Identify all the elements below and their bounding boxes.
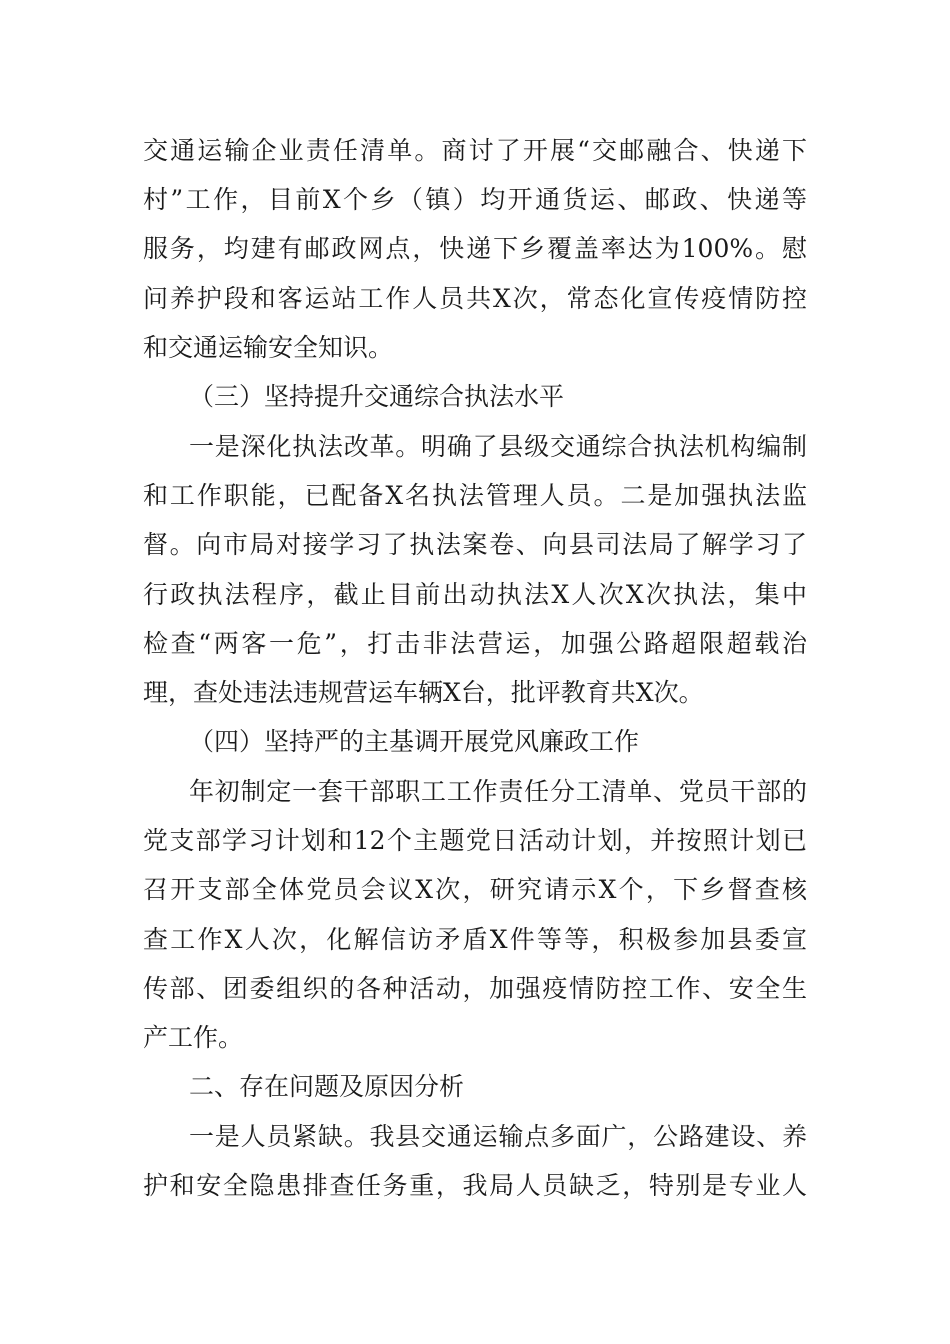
paragraph-line: 和工作职能，已配备X名执法管理人员。二是加强执法监	[143, 481, 807, 510]
paragraph-line: 召开支部全体党员会议X次，研究请示X个，下乡督查核	[143, 875, 807, 904]
paragraph-line: 检查“两客一危”，打击非法营运，加强公路超限超载治	[143, 629, 807, 658]
paragraph-line: 查工作X人次，化解信访矛盾X件等等，积极参加县委宣	[143, 925, 807, 954]
paragraph-line: 督。向市局对接学习了执法案卷、向县司法局了解学习了	[143, 530, 807, 559]
paragraph-line: 党支部学习计划和12个主题党日活动计划，并按照计划已	[143, 826, 807, 855]
paragraph-line: 和交通运输安全知识。	[143, 333, 394, 362]
paragraph-line: 一是人员紧缺。我县交通运输点多面广，公路建设、养	[189, 1122, 807, 1151]
paragraph-line: 理，查处违法违规营运车辆X台，批评教育共X次。	[143, 678, 704, 707]
paragraph-line: 村”工作，目前X个乡（镇）均开通货运、邮政、快递等	[143, 185, 807, 214]
section-heading: （三）坚持提升交通综合执法水平	[189, 382, 565, 411]
section-heading: 二、存在问题及原因分析	[189, 1072, 465, 1101]
paragraph-line: 交通运输企业责任清单。商讨了开展“交邮融合、快递下	[143, 136, 807, 165]
paragraph-line: 护和安全隐患排查任务重，我局人员缺乏，特别是专业人	[143, 1171, 807, 1200]
paragraph-line: 年初制定一套干部职工工作责任分工清单、党员干部的	[189, 777, 807, 806]
paragraph-line: 问养护段和客运站工作人员共X次，常态化宣传疫情防控	[143, 284, 807, 313]
paragraph-line: 产工作。	[143, 1023, 244, 1052]
paragraph-line: 传部、团委组织的各种活动，加强疫情防控工作、安全生	[143, 974, 807, 1003]
paragraph-line: 行政执法程序，截止目前出动执法X人次X次执法，集中	[143, 580, 807, 609]
section-heading: （四）坚持严的主基调开展党风廉政工作	[189, 727, 640, 756]
paragraph-line: 一是深化执法改革。明确了县级交通综合执法机构编制	[189, 432, 807, 461]
paragraph-line: 服务，均建有邮政网点，快递下乡覆盖率达为100%。慰	[143, 234, 807, 263]
